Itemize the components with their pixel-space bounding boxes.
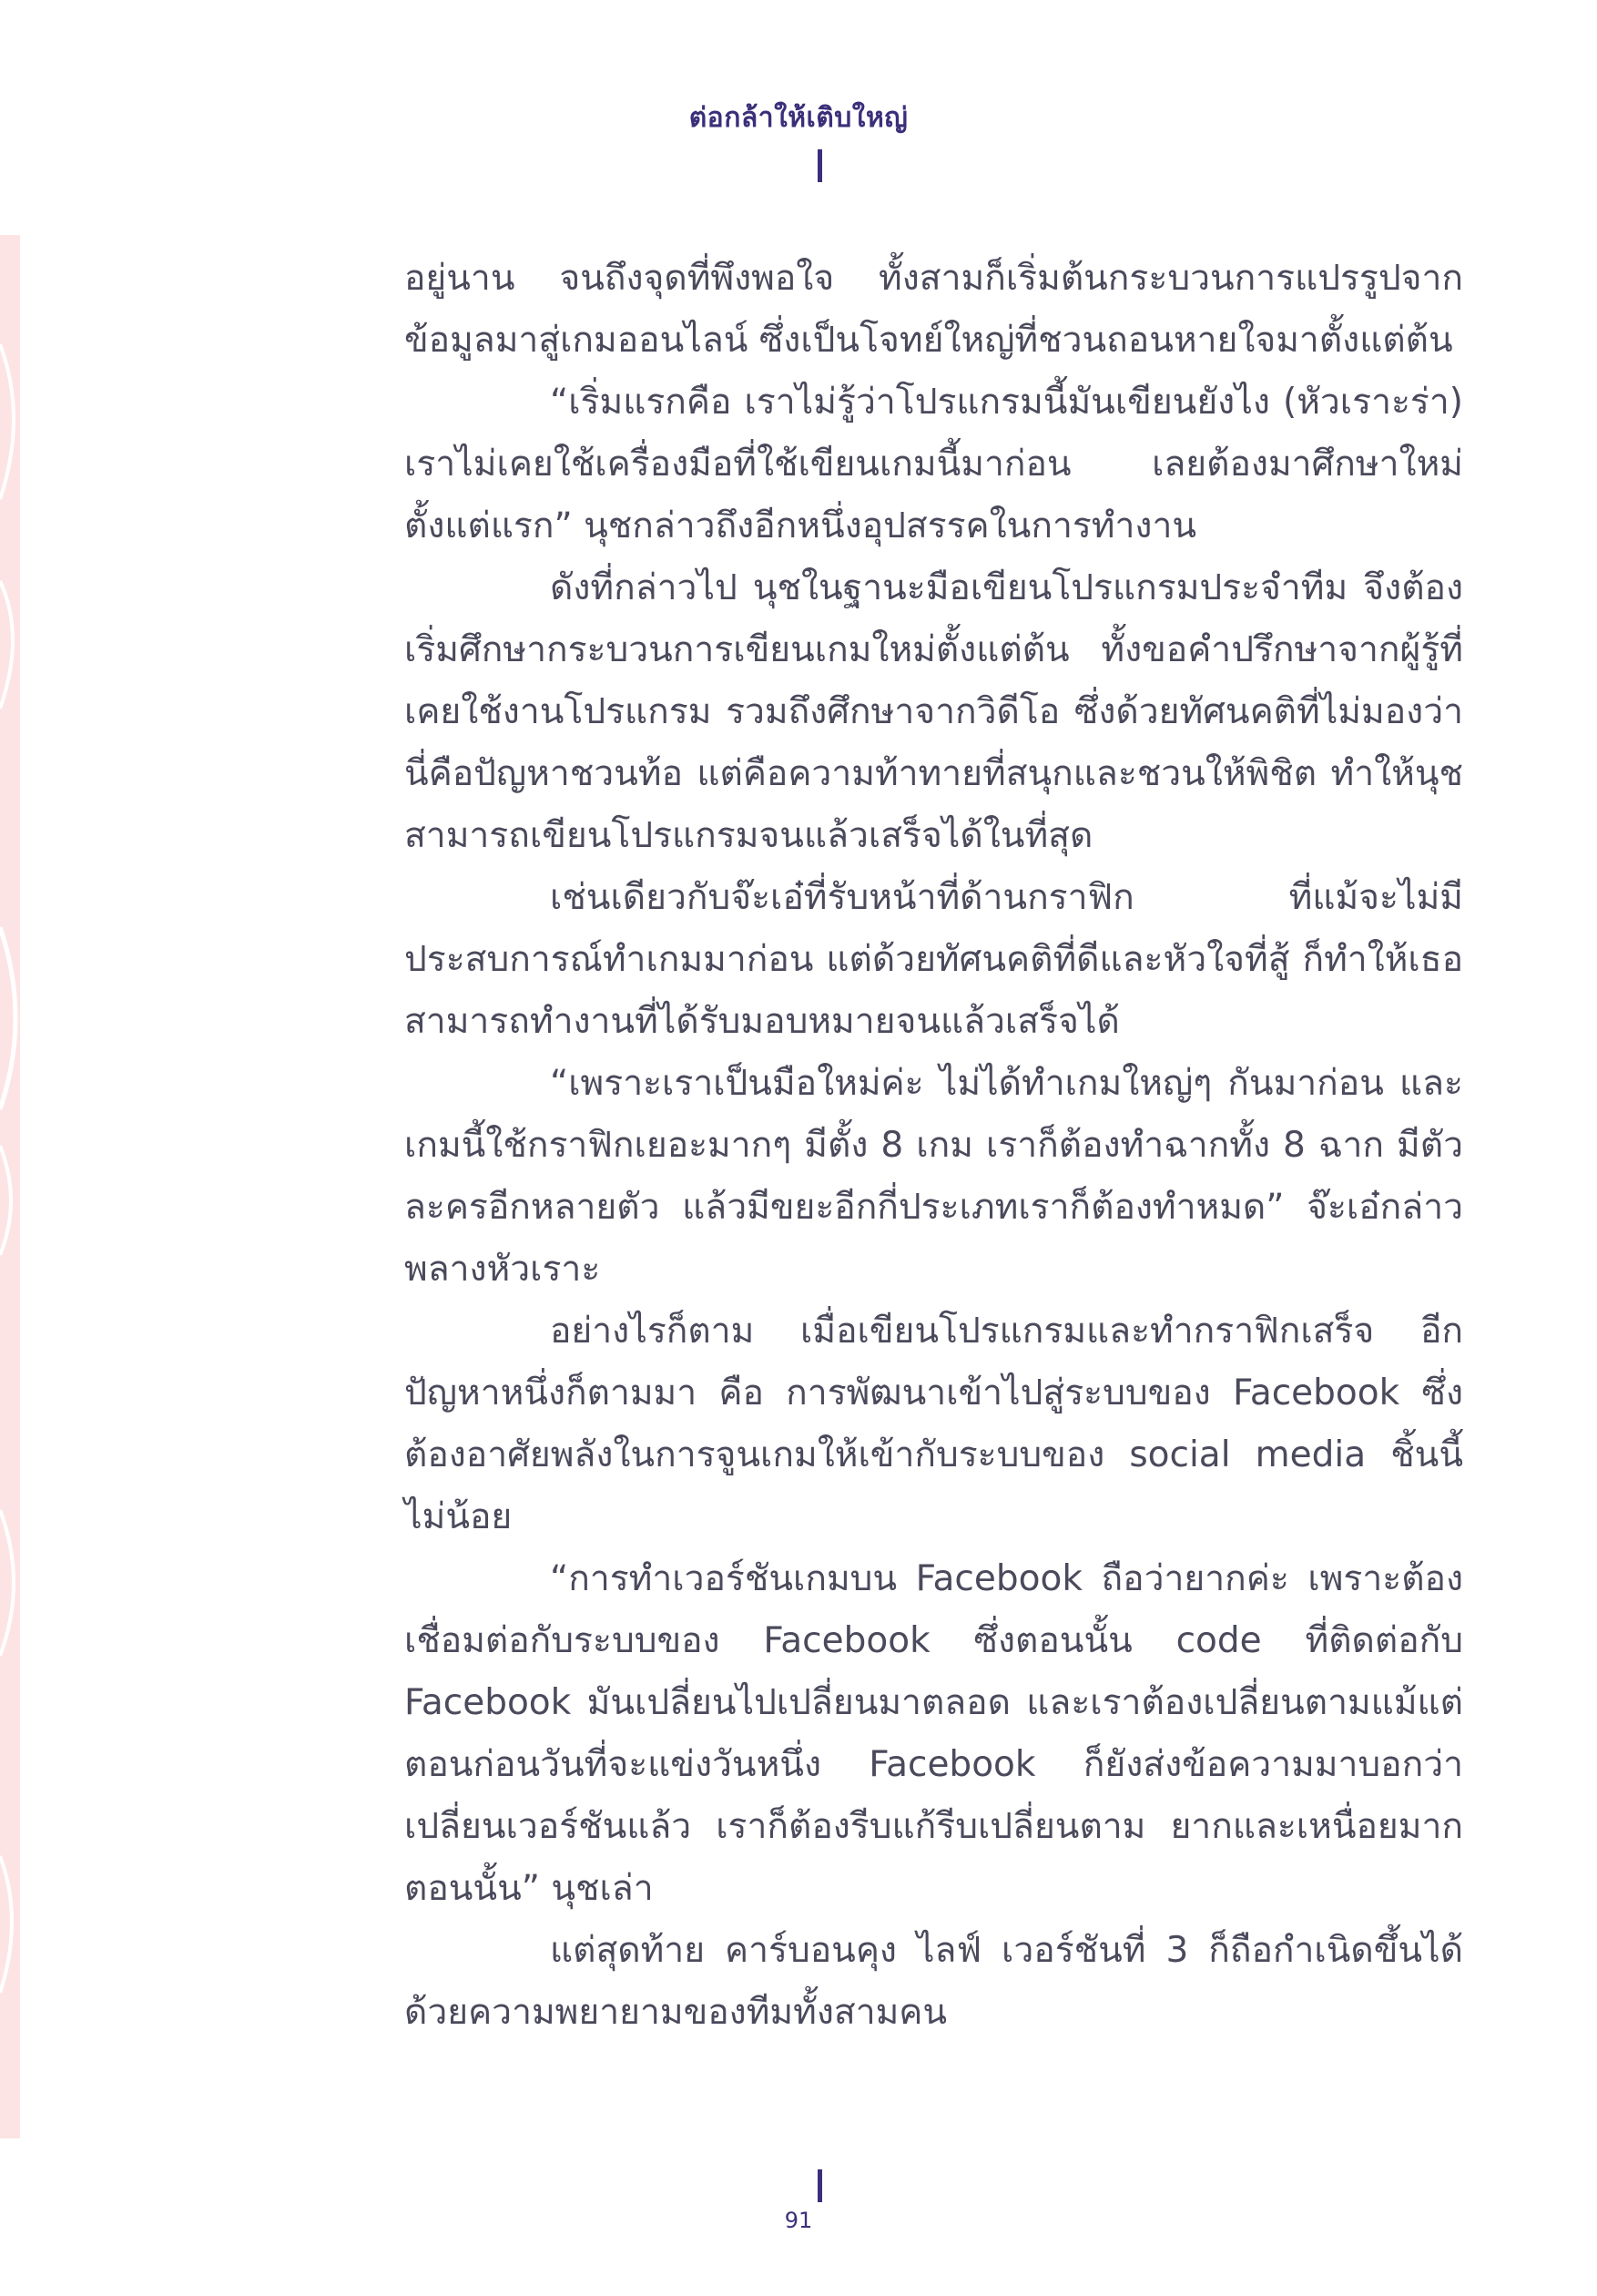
side-band-pattern	[0, 235, 20, 2138]
paragraph: “เริ่มแรกคือ เราไม่รู้ว่าโปรแกรมนี้มันเขียนยังไง (หัวเราะร่า) เราไม่เคยใช้เครื่องมือที่ใช้เขียนเกมนี้มาก่อน เลยต้องมาศึกษาใหม่ตั้งแต่แรก” นุชกล่าวถึงอีกหนึ่งอุปสรรคในการทำงาน	[404, 382, 1463, 546]
header-divider-tick	[818, 149, 822, 182]
decorative-side-band	[0, 235, 20, 2138]
paragraph: อยู่นาน จนถึงจุดที่พึงพอใจ ทั้งสามก็เริ่มต้นกระบวนการแปรรูปจากข้อมูลมาสู่เกมออนไลน์ ซึ่งเป็นโจทย์ใหญ่ที่ชวนถอนหายใจมาตั้งแต่ต้น	[404, 258, 1463, 361]
paragraph: “เพราะเราเป็นมือใหม่ค่ะ ไม่ได้ทำเกมใหญ่ๆ กันมาก่อน และเกมนี้ใช้กราฟิกเยอะมากๆ มีตั้ง 8 เกม เราก็ต้องทำฉากทั้ง 8 ฉาก มีตัวละครอีกหลายตัว แล้วมีขยะอีกกี่ประเภทเราก็ต้องทำหมด” จ๊ะเอ๋กล่าวพลางหัวเราะ	[404, 1063, 1463, 1290]
paragraph: ดังที่กล่าวไป นุชในฐานะมือเขียนโปรแกรมประจำทีม จึงต้องเริ่มศึกษากระบวนการเขียนเกมใหม่ตั้งแต่ต้น ทั้งขอคำปรึกษาจากผู้รู้ที่เคยใช้งานโปรแกรม รวมถึงศึกษาจากวิดีโอ ซึ่งด้วยทัศนคติที่ไม่มองว่านี่คือปัญหาชวนท้อ แต่คือความท้าทายที่สนุกและชวนให้พิชิต ทำให้นุชสามารถเขียนโปรแกรมจนแล้วเสร็จได้ในที่สุด	[404, 567, 1463, 856]
paragraph: แต่สุดท้าย คาร์บอนคุง ไลฟ์ เวอร์ชันที่ 3 ก็ถือกำเนิดขึ้นได้ด้วยความพยายามของทีมทั้งสามคน	[404, 1930, 1463, 2033]
paragraph: อย่างไรก็ตาม เมื่อเขียนโปรแกรมและทำกราฟิกเสร็จ อีกปัญหาหนึ่งก็ตามมา คือ การพัฒนาเข้าไปสู่ระบบของ Facebook ซึ่งต้องอาศัยพลังในการจูนเกมให้เข้ากับระบบของ social media ชิ้นนี้ไม่น้อย	[404, 1311, 1463, 1537]
footer-divider-tick	[818, 2169, 822, 2202]
paragraph: เช่นเดียวกับจ๊ะเอ๋ที่รับหน้าที่ด้านกราฟิก ที่แม้จะไม่มีประสบการณ์ทำเกมมาก่อน แต่ด้วยทัศนคติที่ดีและหัวใจที่สู้ ก็ทำให้เธอสามารถทำงานที่ได้รับมอบหมายจนแล้วเสร็จได้	[404, 877, 1463, 1042]
running-header: ต่อกล้าให้เติบใหญ่	[688, 102, 909, 134]
body-text	[404, 248, 1463, 2044]
paragraph: “การทำเวอร์ชันเกมบน Facebook ถือว่ายากค่ะ เพราะต้องเชื่อมต่อกับระบบของ Facebook ซึ่งตอนนั้น code ที่ติดต่อกับ Facebook มันเปลี่ยนไปเปลี่ยนมาตลอด และเราต้องเปลี่ยนตามแม้แต่ตอนก่อนวันที่จะแข่งวันหนึ่ง Facebook ก็ยังส่งข้อความมาบอกว่าเปลี่ยนเวอร์ชันแล้ว เราก็ต้องรีบแก้รีบเปลี่ยนตาม ยากและเหนื่อยมากตอนนั้น” นุชเล่า	[404, 1558, 1463, 1909]
page-number: 91	[784, 2208, 813, 2233]
